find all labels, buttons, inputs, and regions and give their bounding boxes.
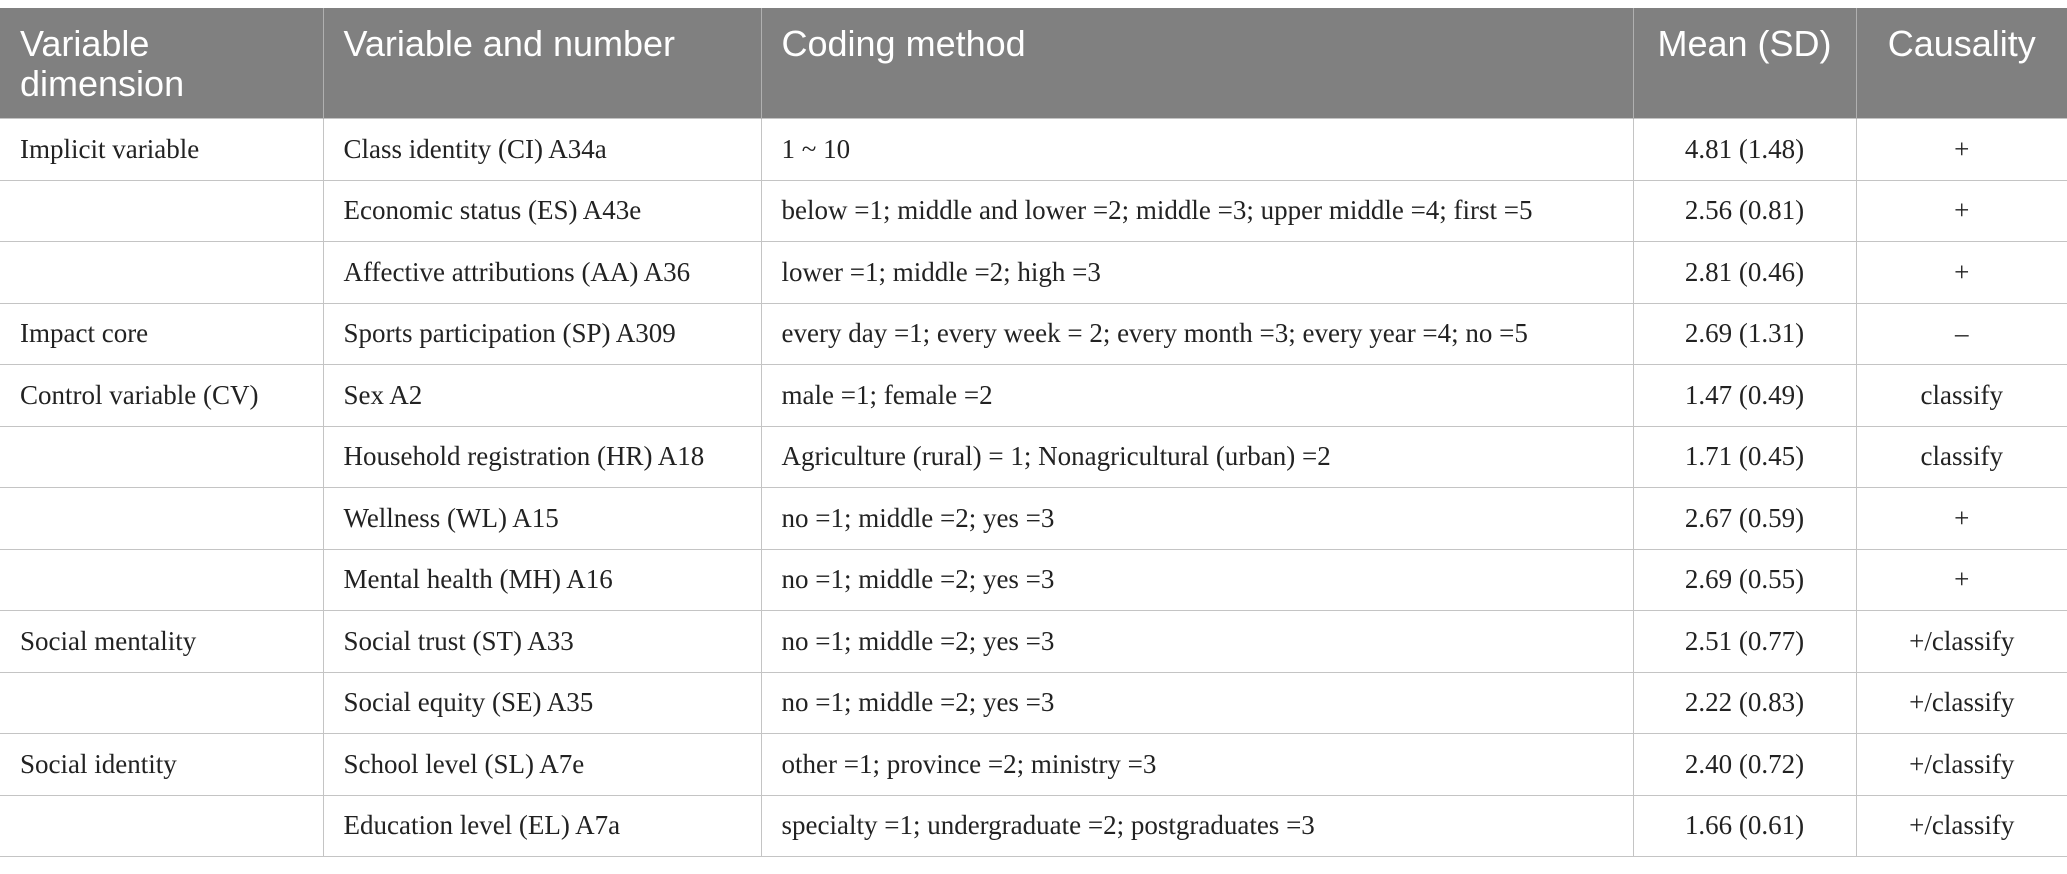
table-row (0, 119, 2067, 181)
causality-cell: +/classify (1856, 795, 2067, 857)
table-row (0, 611, 2067, 673)
coding-cell: no =1; middle =2; yes =3 (761, 488, 1633, 550)
causality-cell: + (1856, 488, 2067, 550)
causality-cell: +/classify (1856, 672, 2067, 734)
header-mean-sd: Mean (SD) (1633, 8, 1856, 119)
mean-sd-cell: 1.66 (0.61) (1633, 795, 1856, 857)
table-row (0, 303, 2067, 365)
mean-sd-cell: 2.56 (0.81) (1633, 180, 1856, 242)
table-row (0, 488, 2067, 550)
mean-sd-cell: 2.51 (0.77) (1633, 611, 1856, 673)
variable-cell: Class identity (CI) A34a (323, 119, 761, 181)
header-variable-dimension (0, 8, 323, 119)
table-body (0, 119, 2067, 857)
mean-sd-cell: 2.40 (0.72) (1633, 734, 1856, 796)
coding-cell: no =1; middle =2; yes =3 (761, 611, 1633, 673)
coding-cell: lower =1; middle =2; high =3 (761, 242, 1633, 304)
table-row (0, 426, 2067, 488)
mean-sd-cell: 2.22 (0.83) (1633, 672, 1856, 734)
causality-cell: + (1856, 180, 2067, 242)
causality-cell: classify (1856, 365, 2067, 427)
causality-cell: – (1856, 303, 2067, 365)
table-row (0, 734, 2067, 796)
variable-cell: Sex A2 (323, 365, 761, 427)
coding-cell: no =1; middle =2; yes =3 (761, 549, 1633, 611)
coding-cell: other =1; province =2; ministry =3 (761, 734, 1633, 796)
variable-cell: Mental health (MH) A16 (323, 549, 761, 611)
mean-sd-cell: 2.67 (0.59) (1633, 488, 1856, 550)
dimension-cell (0, 795, 323, 857)
mean-sd-cell: 2.81 (0.46) (1633, 242, 1856, 304)
causality-cell: + (1856, 242, 2067, 304)
dimension-cell (0, 426, 323, 488)
causality-cell: + (1856, 549, 2067, 611)
dimension-cell (0, 180, 323, 242)
header-variable-dimension-text: Variable dimension (20, 23, 185, 104)
causality-cell: +/classify (1856, 734, 2067, 796)
coding-cell: every day =1; every week = 2; every month =3; every year =4; no =5 (761, 303, 1633, 365)
variable-table-container (0, 8, 2067, 857)
table-header-row (0, 8, 2067, 119)
mean-sd-cell: 4.81 (1.48) (1633, 119, 1856, 181)
coding-cell: below =1; middle and lower =2; middle =3; upper middle =4; first =5 (761, 180, 1633, 242)
coding-cell: Agriculture (rural) = 1; Nonagricultural (urban) =2 (761, 426, 1633, 488)
header-coding-method: Coding method (761, 8, 1633, 119)
dimension-cell (0, 488, 323, 550)
table-row (0, 672, 2067, 734)
table-row (0, 795, 2067, 857)
variable-cell: Wellness (WL) A15 (323, 488, 761, 550)
table-row (0, 365, 2067, 427)
variable-cell: Economic status (ES) A43e (323, 180, 761, 242)
variable-cell: School level (SL) A7e (323, 734, 761, 796)
variable-cell: Social equity (SE) A35 (323, 672, 761, 734)
coding-cell: 1 ~ 10 (761, 119, 1633, 181)
table-row (0, 242, 2067, 304)
table-row (0, 180, 2067, 242)
dimension-cell: Impact core (0, 303, 323, 365)
mean-sd-cell: 1.71 (0.45) (1633, 426, 1856, 488)
variable-cell: Social trust (ST) A33 (323, 611, 761, 673)
mean-sd-cell: 2.69 (0.55) (1633, 549, 1856, 611)
mean-sd-cell: 1.47 (0.49) (1633, 365, 1856, 427)
coding-cell: specialty =1; undergraduate =2; postgraduates =3 (761, 795, 1633, 857)
dimension-cell: Control variable (CV) (0, 365, 323, 427)
variable-cell: Education level (EL) A7a (323, 795, 761, 857)
table-row (0, 549, 2067, 611)
variable-table (0, 8, 2067, 857)
dimension-cell: Social mentality (0, 611, 323, 673)
variable-cell: Sports participation (SP) A309 (323, 303, 761, 365)
mean-sd-cell: 2.69 (1.31) (1633, 303, 1856, 365)
dimension-cell: Implicit variable (0, 119, 323, 181)
causality-cell: + (1856, 119, 2067, 181)
variable-cell: Household registration (HR) A18 (323, 426, 761, 488)
header-variable-and-number: Variable and number (323, 8, 761, 119)
dimension-cell: Social identity (0, 734, 323, 796)
coding-cell: male =1; female =2 (761, 365, 1633, 427)
dimension-cell (0, 672, 323, 734)
header-causality: Causality (1856, 8, 2067, 119)
causality-cell: +/classify (1856, 611, 2067, 673)
variable-cell: Affective attributions (AA) A36 (323, 242, 761, 304)
causality-cell: classify (1856, 426, 2067, 488)
coding-cell: no =1; middle =2; yes =3 (761, 672, 1633, 734)
dimension-cell (0, 549, 323, 611)
dimension-cell (0, 242, 323, 304)
